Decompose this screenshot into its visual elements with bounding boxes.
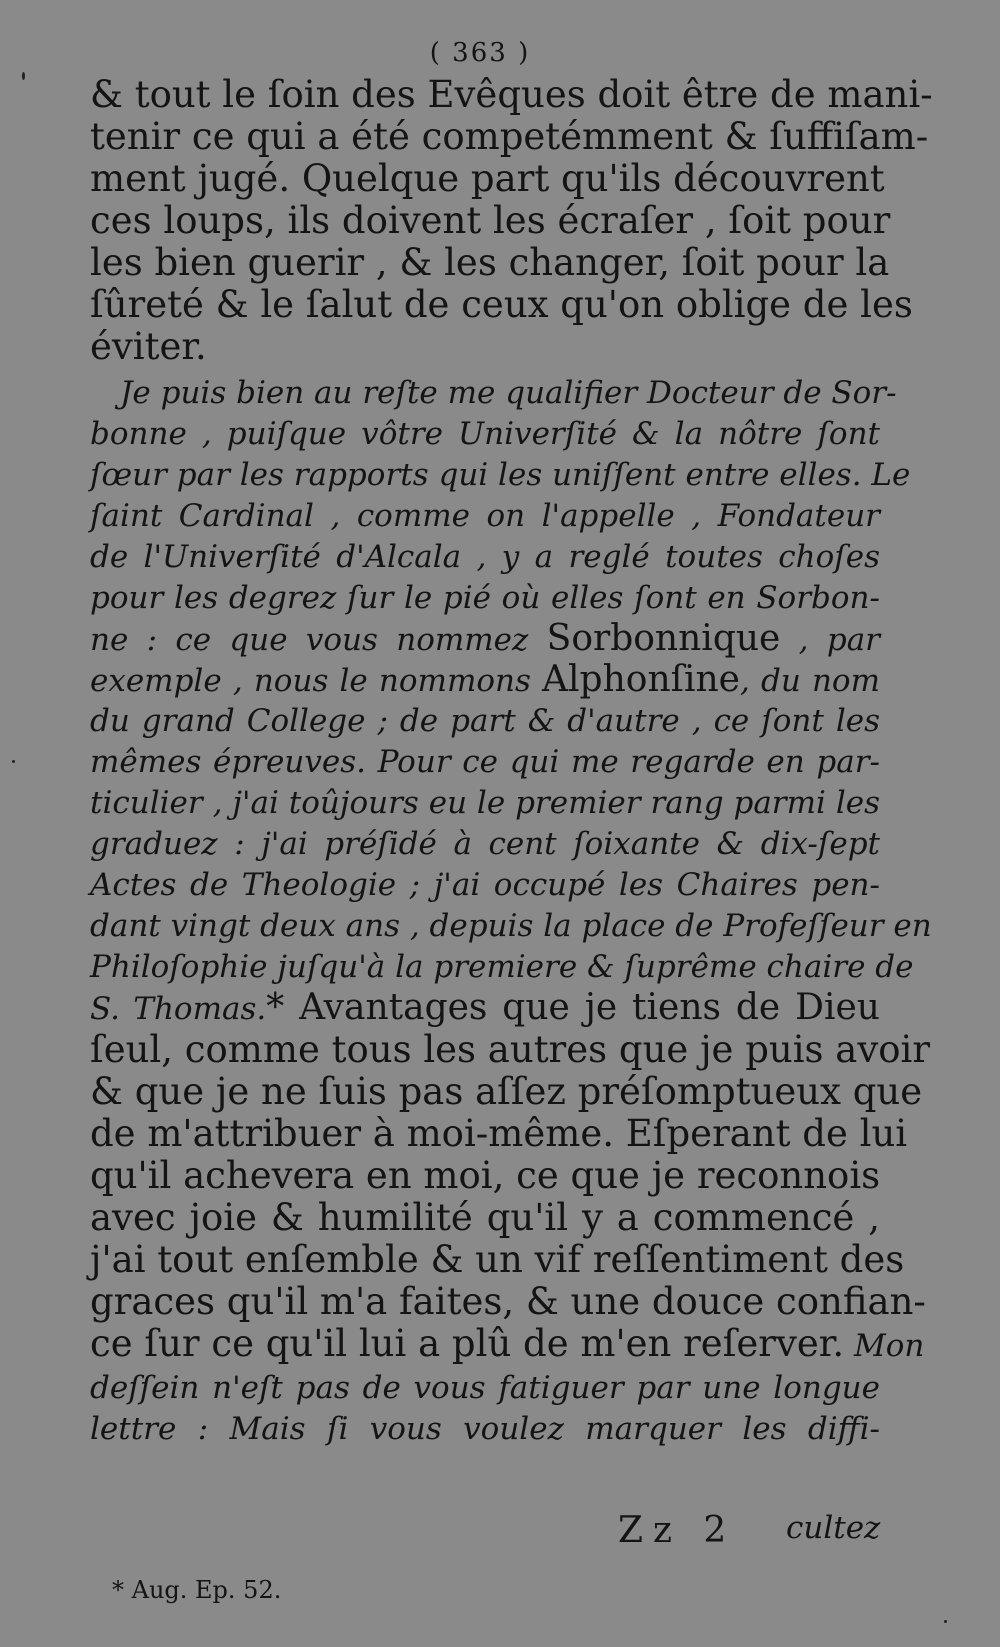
text-line: de m'attribuer à moi-même. Eſperant de lui [90, 1112, 908, 1155]
italic-line [90, 618, 880, 661]
italic-line: de l'Univerſité d'Alcala , y a reglé toutes choſes [90, 539, 880, 575]
text-line: ſeul, comme tous les autres que je puis avoir [90, 1028, 931, 1071]
italic-line: pour les degrez ſur le pié où elles ſont en Sorbon- [90, 580, 880, 616]
text-run: exemple , nous le nommons [90, 663, 543, 699]
italic-line: dant vingt deux ans , depuis la place de Profeſſeur en [90, 908, 932, 944]
text-run: Mon [844, 1328, 925, 1364]
ink-speck [22, 72, 25, 80]
text-line: & que je ne ſuis pas aſſez préſomptueux que [90, 1070, 923, 1113]
text-line: tenir ce qui a été competémment & ſuffiſam- [90, 115, 929, 158]
mixed-line [90, 1322, 925, 1367]
italic-line: Je puis bien au reſte me qualifier Docteur de Sor- [120, 375, 897, 411]
text-line: & tout le ſoin des Evêques doit être de mani- [90, 73, 933, 116]
italic-line: Philoſophie juſqu'à la premiere & ſuprême chaire de [90, 949, 914, 985]
ink-speck [944, 1620, 947, 1623]
signature-mark: Zz 2 [618, 1510, 737, 1551]
text-line: les bien guerir , & les changer, ſoit pour la [90, 241, 890, 284]
italic-line: mêmes épreuves. Pour ce qui me regarde en par- [90, 744, 880, 780]
term-sorbonnique: Sorbonnique [546, 618, 781, 659]
text-line: avec joie & humilité qu'il y a commencé , [90, 1196, 880, 1239]
italic-line [90, 659, 880, 702]
italic-line: Actes de Theologie ; j'ai occupé les Chaires pen- [90, 867, 880, 903]
text-line: j'ai tout enſemble & un vif reſſentiment des [90, 1238, 905, 1281]
italic-line: bonne , puiſque vôtre Univerſité & la nôtre ſont [90, 416, 880, 452]
page-number: ( 363 ) [429, 38, 531, 68]
text-run: , par [780, 622, 880, 658]
text-line: éviter. [90, 325, 207, 368]
text-run: ne : ce que vous nommez [90, 622, 547, 658]
catchword: cultez [786, 1510, 881, 1546]
italic-line: ticulier , j'ai toûjours eu le premier rang parmi les [90, 785, 880, 821]
italic-line: lettre : Mais ſi vous voulez marquer les diffi- [90, 1411, 880, 1447]
text-line: ment jugé. Quelque part qu'ils découvrent [90, 157, 885, 200]
ink-speck [12, 760, 15, 763]
text-line: ſûreté & le ſalut de ceux qu'on oblige de les [90, 283, 913, 326]
text-line: ces loups, ils doivent les écraſer , ſoit pour [90, 199, 891, 242]
italic-line: du grand College ; de part & d'autre , ce ſont les [90, 703, 880, 739]
text-line: graces qu'il m'a faites, & une douce confian- [90, 1280, 926, 1323]
term-alphonsine: Alphonſine [542, 659, 740, 700]
italic-line: ſaint Cardinal , comme on l'appelle , Fondateur [90, 498, 880, 534]
italic-line: ſœur par les rapports qui les uniſſent entre elles. Le [90, 457, 911, 493]
italic-line: deſſein n'eſt pas de vous fatiguer par une longue [90, 1370, 880, 1406]
text-run: * Avantages que je tiens de Dieu [266, 987, 880, 1028]
text-run: , du nom [739, 663, 880, 699]
italic-line: graduez : j'ai préſidé à cent ſoixante & dix-ſept [90, 826, 880, 862]
mixed-line [90, 987, 880, 1030]
footnote: * Aug. Ep. 52. [112, 1576, 282, 1604]
text-line: qu'il achevera en moi, ce que je reconnois [90, 1154, 881, 1197]
text-run: ce ſur ce qu'il lui a plû de m'en reſerver. [90, 1322, 845, 1365]
text-run: S. Thomas. [90, 991, 267, 1027]
